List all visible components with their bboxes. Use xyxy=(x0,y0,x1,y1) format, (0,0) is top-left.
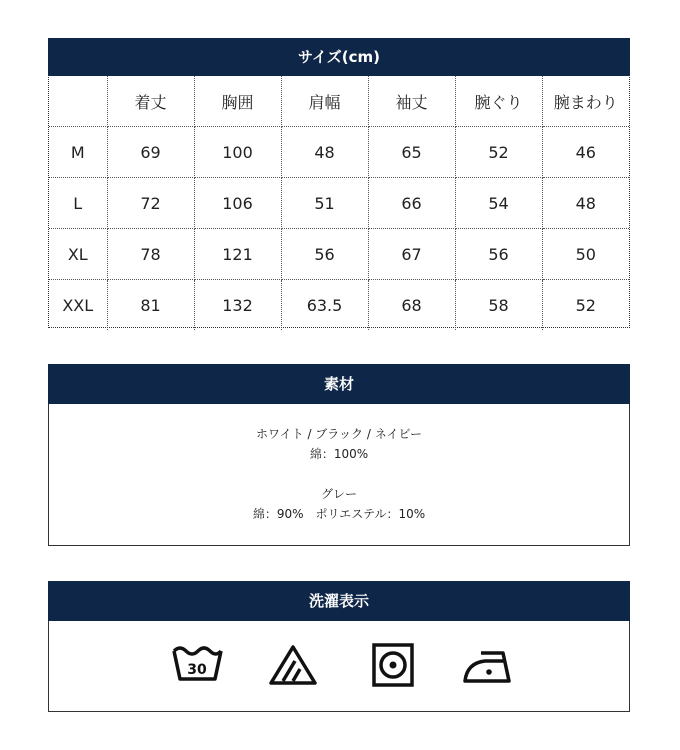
material-panel xyxy=(48,364,630,546)
wash-30-icon xyxy=(171,643,223,687)
table-row xyxy=(49,229,629,280)
size-header-row xyxy=(49,76,629,127)
material-colors-1: ホワイト / ブラック / ネイビー xyxy=(255,427,423,441)
table-cell: 63.5 xyxy=(281,280,368,331)
table-cell: 100 xyxy=(194,127,281,178)
header-cell-arm-circumference: 腕まわり xyxy=(542,76,629,127)
size-title: サイズ(cm) xyxy=(48,38,630,76)
tumble-dry-icon xyxy=(367,643,419,687)
table-cell: 51 xyxy=(281,178,368,229)
header-cell-shoulder: 肩幅 xyxy=(281,76,368,127)
table-cell: 52 xyxy=(455,127,542,178)
care-panel xyxy=(48,581,630,712)
table-cell: 72 xyxy=(107,178,194,229)
table-cell: 67 xyxy=(368,229,455,280)
table-cell: 66 xyxy=(368,178,455,229)
material-spacer xyxy=(49,464,629,484)
header-cell-length: 着丈 xyxy=(107,76,194,127)
wash-temp-label: 30 xyxy=(187,662,207,678)
table-cell: 58 xyxy=(455,280,542,331)
table-cell: 56 xyxy=(455,229,542,280)
size-label-cell: L xyxy=(49,178,107,229)
header-cell-armhole: 腕ぐり xyxy=(455,76,542,127)
iron-low-icon xyxy=(461,643,513,687)
table-cell: 48 xyxy=(281,127,368,178)
care-icons xyxy=(49,621,629,711)
table-cell: 46 xyxy=(542,127,629,178)
table-cell: 121 xyxy=(194,229,281,280)
header-cell-sleeve: 袖丈 xyxy=(368,76,455,127)
table-cell: 52 xyxy=(542,280,629,331)
table-cell: 69 xyxy=(107,127,194,178)
bleach-oxygen-only-icon xyxy=(267,643,319,687)
material-body xyxy=(49,404,629,524)
table-row xyxy=(49,280,629,331)
header-cell-chest: 胸囲 xyxy=(194,76,281,127)
table-cell: 81 xyxy=(107,280,194,331)
material-composition-2: 綿：90% ポリエステル：10% xyxy=(252,507,426,521)
table-cell: 56 xyxy=(281,229,368,280)
table-cell: 132 xyxy=(194,280,281,331)
table-cell: 48 xyxy=(542,178,629,229)
material-colors-2: グレー xyxy=(320,487,357,501)
size-label-cell: XL xyxy=(49,229,107,280)
size-label-cell: M xyxy=(49,127,107,178)
size-panel xyxy=(48,38,630,328)
table-cell: 50 xyxy=(542,229,629,280)
table-row xyxy=(49,127,629,178)
header-cell-blank xyxy=(49,76,107,127)
table-row xyxy=(49,178,629,229)
size-label-cell: XXL xyxy=(49,280,107,331)
material-composition-1: 綿：100% xyxy=(309,447,369,461)
table-cell: 106 xyxy=(194,178,281,229)
table-cell: 68 xyxy=(368,280,455,331)
table-cell: 78 xyxy=(107,229,194,280)
table-cell: 54 xyxy=(455,178,542,229)
size-table xyxy=(49,76,629,330)
material-title: 素材 xyxy=(48,364,630,404)
care-title: 洗濯表示 xyxy=(48,581,630,621)
table-cell: 65 xyxy=(368,127,455,178)
